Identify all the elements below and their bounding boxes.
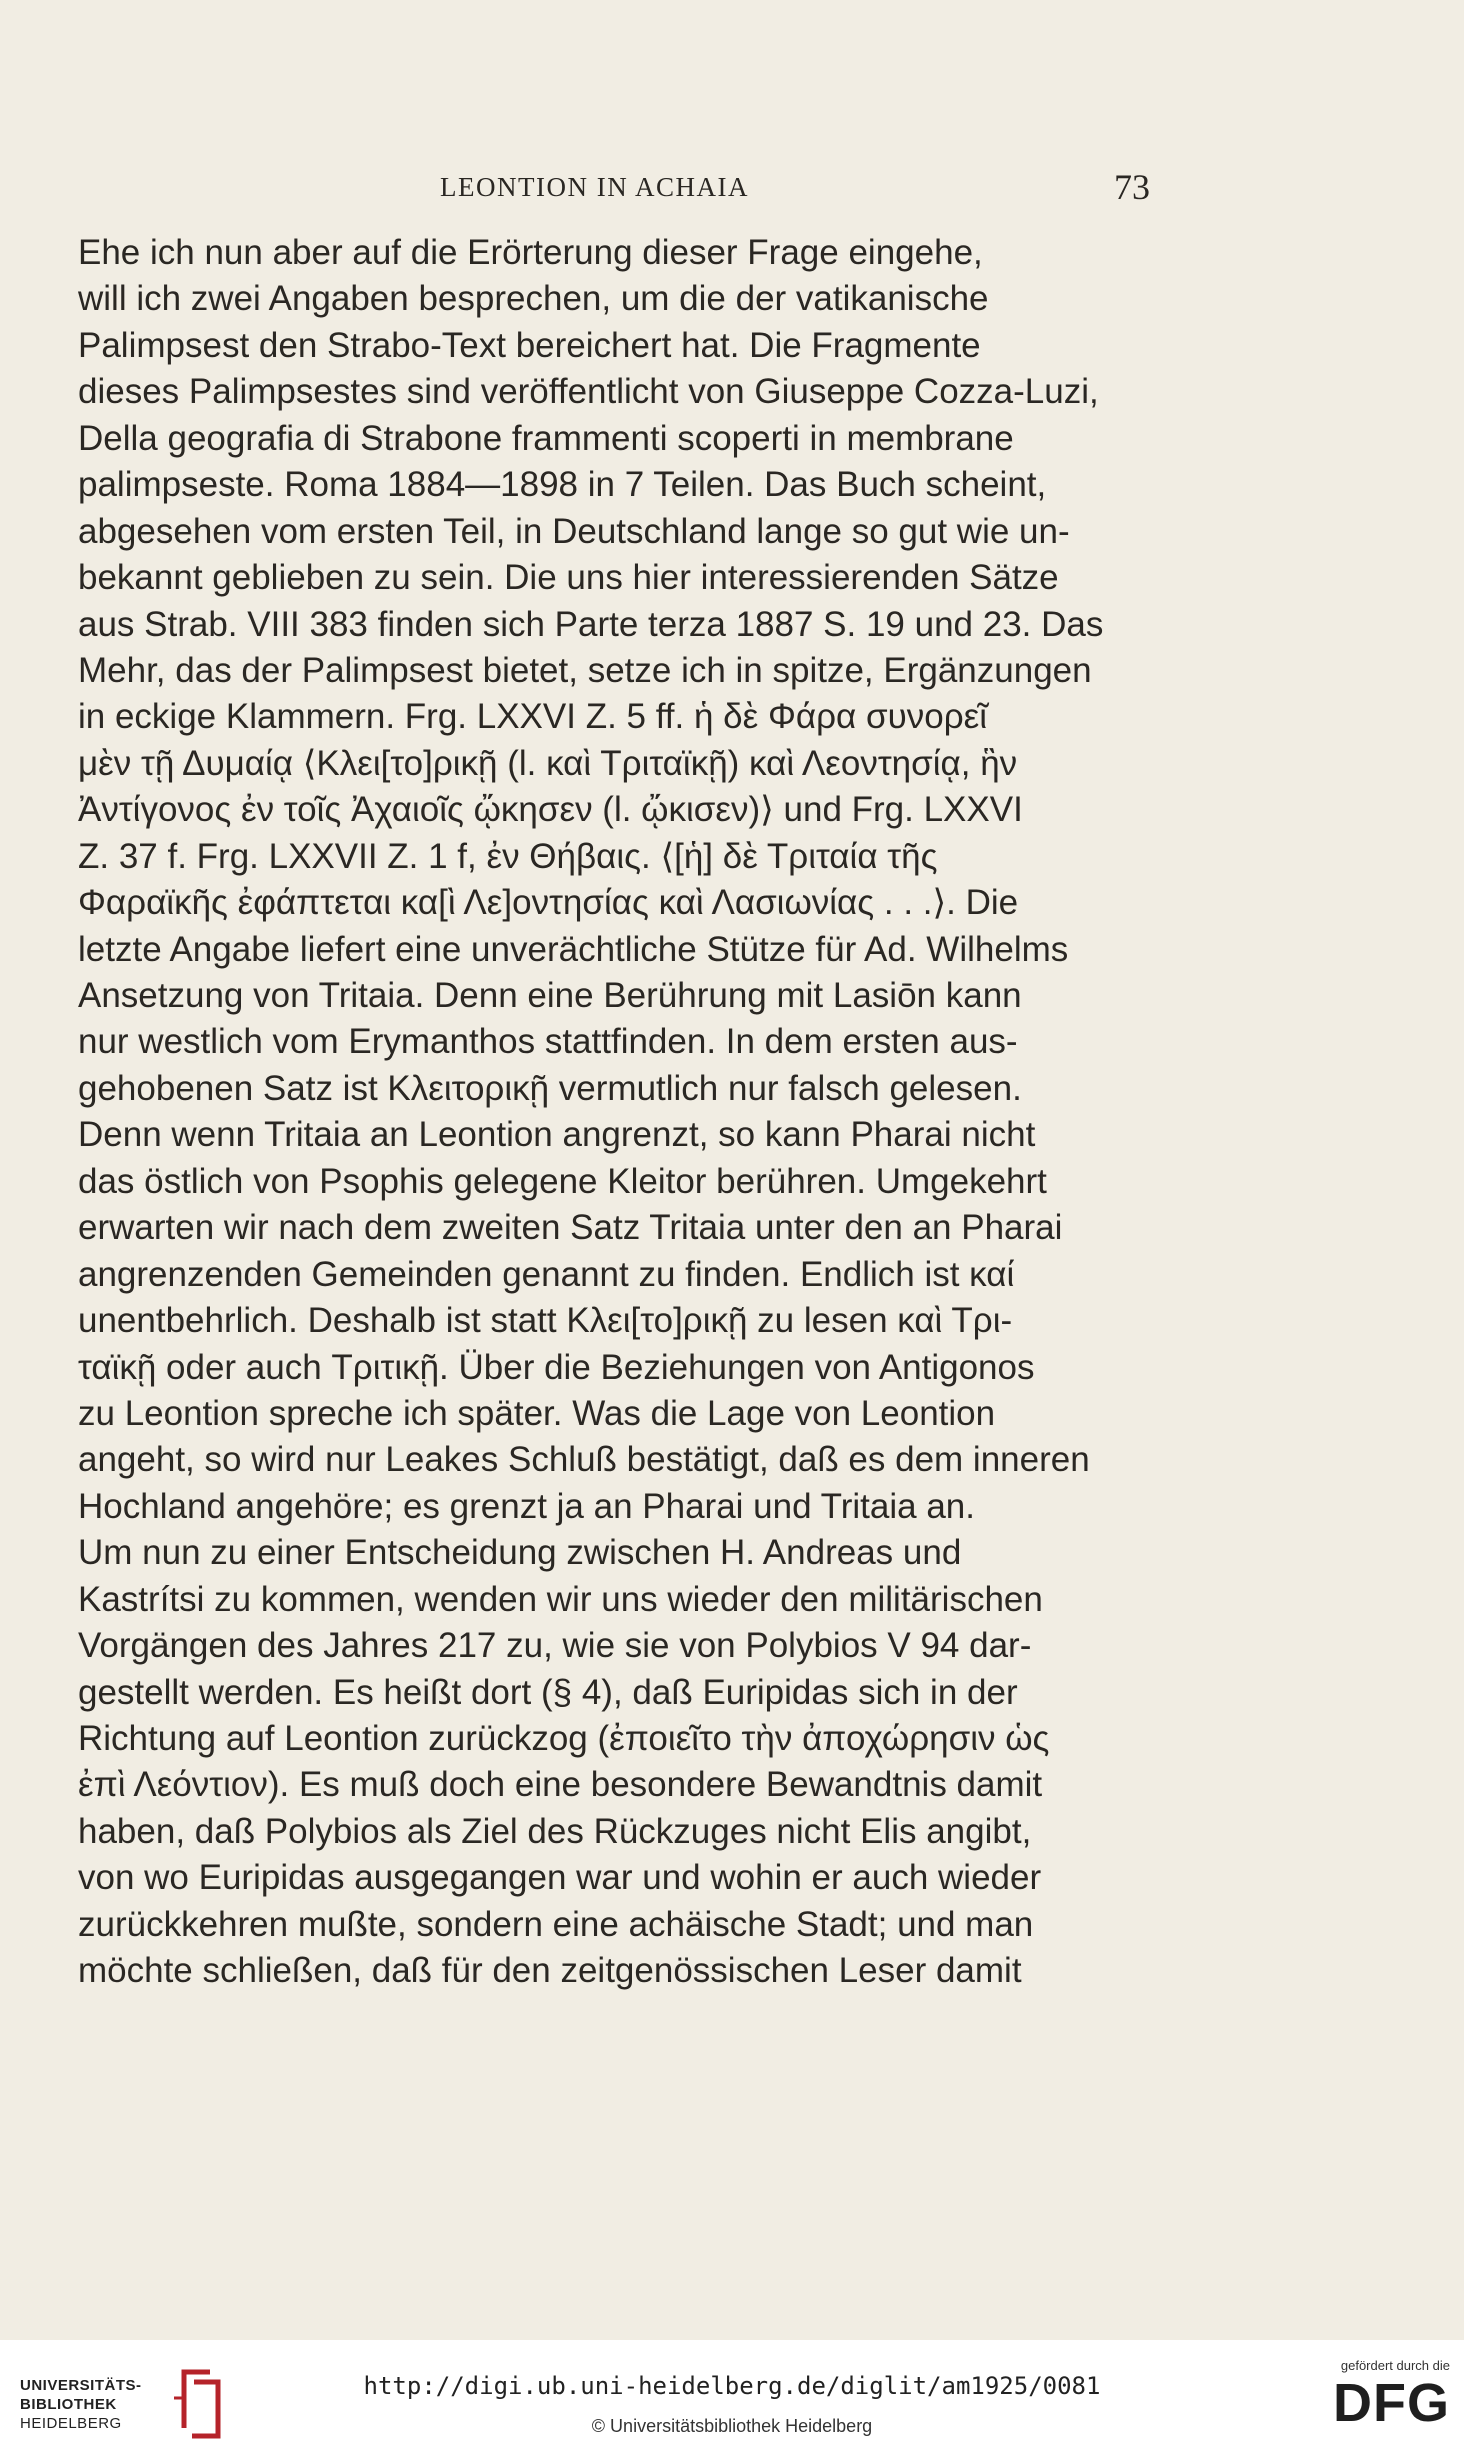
library-name: UNIVERSITÄTS- BIBLIOTHEK HEIDELBERG <box>20 2377 142 2432</box>
text-line: Z. 37 f. Frg. LXXVII Z. 1 f, ἐν Θήβαις. ⟨[ἡ] δὲ Τριταία τῆς <box>78 836 938 876</box>
text-line: Kastrítsi zu kommen, wenden wir uns wieder den militärischen <box>78 1579 1043 1619</box>
text-line: palimpseste. Roma 1884—1898 in 7 Teilen. Das Buch scheint, <box>78 465 1047 505</box>
running-title: LEONTION IN ACHAIA <box>440 172 749 202</box>
text-line: Um nun zu einer Entscheidung zwischen H. Andreas und <box>78 1533 962 1573</box>
text-line: aus Strab. VIII 383 finden sich Parte terza 1887 S. 19 und 23. Das <box>78 604 1104 644</box>
text-line: ταϊκῇ oder auch Τριτικῇ. Über die Beziehungen von Antigonos <box>78 1347 1035 1387</box>
text-line: in eckige Klammern. Frg. LXXVI Z. 5 ff. ἡ δὲ Φάρα συνορεῖ <box>78 697 987 737</box>
text-line: ἐπὶ Λεόντιον). Es muß doch eine besondere Bewandtnis damit <box>78 1765 1043 1805</box>
text-line: angeht, so wird nur Leakes Schluß bestätigt, daß es dem inneren <box>78 1440 1090 1480</box>
text-line: abgesehen vom ersten Teil, in Deutschland lange so gut wie un- <box>78 511 1070 551</box>
text-line: Della geografia di Strabone frammenti scoperti in membrane <box>78 418 1014 458</box>
dfg-logo-icon: DFG <box>1333 2373 1450 2433</box>
text-line: angrenzenden Gemeinden genannt zu finden. Endlich ist καί <box>78 1254 1015 1294</box>
text-line: von wo Euripidas ausgegangen war und wohin er auch wieder <box>78 1858 1042 1898</box>
text-line: Ehe ich nun aber auf die Erörterung dieser Frage eingehe, <box>78 233 983 272</box>
text-line: erwarten wir nach dem zweiten Satz Tritaia unter den an Pharai <box>78 1208 1063 1248</box>
text-line: gehobenen Satz ist Κλειτορικῇ vermutlich nur falsch gelesen. <box>78 1068 1022 1108</box>
text-line: Mehr, das der Palimpsest bietet, setze ich in spitze, Ergänzungen <box>78 650 1092 690</box>
text-line: μὲν τῇ Δυμαίᾳ ⟨Κλει[το]ρικῇ (l. καὶ Τριταϊκῇ) καὶ Λεοντησίᾳ, ἣν <box>78 743 1018 783</box>
text-line: Ansetzung von Tritaia. Denn eine Berührung mit Lasiōn kann <box>78 976 1022 1015</box>
page-number: 73 <box>1114 167 1150 207</box>
text-line: bekannt geblieben zu sein. Die uns hier interessierenden Sätze <box>78 558 1059 598</box>
text-line: letzte Angabe liefert eine unverächtliche Stütze für Ad. Wilhelms <box>78 929 1069 969</box>
text-line: haben, daß Polybios als Ziel des Rückzuges nicht Elis angibt, <box>78 1811 1032 1851</box>
text-line: zurückkehren mußte, sondern eine achäische Stadt; und man <box>78 1904 1034 1944</box>
text-line: Denn wenn Tritaia an Leontion angrenzt, so kann Pharai nicht <box>78 1115 1036 1155</box>
funder-tagline: gefördert durch die <box>1340 2358 1450 2373</box>
funder-logo[interactable] <box>1300 2358 1450 2433</box>
text-line: nur westlich vom Erymanthos stattfinden. In dem ersten aus- <box>78 1022 1018 1062</box>
footer-bar <box>0 2340 1464 2457</box>
text-line: Richtung auf Leontion zurückzog (ἐποιεῖτο τὴν ἀποχώρησιν ὡς <box>78 1719 1050 1758</box>
text-line: Hochland angehöre; es grenzt ja an Pharai und Tritaia an. <box>78 1486 975 1526</box>
text-line: zu Leontion spreche ich später. Was die Lage von Leontion <box>78 1393 996 1433</box>
text-line: dieses Palimpsestes sind veröffentlicht von Giuseppe Cozza-Luzi, <box>78 372 1099 412</box>
text-line: will ich zwei Angaben besprechen, um die der vatikanische <box>78 279 989 319</box>
text-line: das östlich von Psophis gelegene Kleitor berühren. Umgekehrt <box>78 1161 1047 1201</box>
text-line: unentbehrlich. Deshalb ist statt Κλει[το]ρικῇ zu lesen καὶ Τρι- <box>78 1301 1013 1341</box>
text-line: Palimpsest den Strabo-Text bereichert hat. Die Fragmente <box>78 325 981 365</box>
source-url-link[interactable]: http://digi.ub.uni-heidelberg.de/diglit/am1925/0081 <box>363 2372 1101 2400</box>
running-head <box>0 167 1464 210</box>
text-line: gestellt werden. Es heißt dort (§ 4), daß Euripidas sich in der <box>78 1672 1018 1712</box>
body-text <box>78 230 1178 1995</box>
text-line: möchte schließen, daß für den zeitgenössischen Leser damit <box>78 1951 1022 1991</box>
text-line: Vorgängen des Jahres 217 zu, wie sie von Polybios V 94 dar- <box>78 1626 1032 1666</box>
text-line: Φαραϊκῆς ἐφάπτεται κα[ὶ Λε]οντησίας καὶ Λασιωνίας . . .⟩. Die <box>78 883 1019 923</box>
text-line: Ἀντίγονος ἐν τοῖς Ἀχαιοῖς ᾤκησεν (l. ᾤκισεν)⟩ und Frg. LXXVI <box>78 790 1023 830</box>
copyright-notice: © Universitätsbibliothek Heidelberg <box>591 2416 873 2436</box>
